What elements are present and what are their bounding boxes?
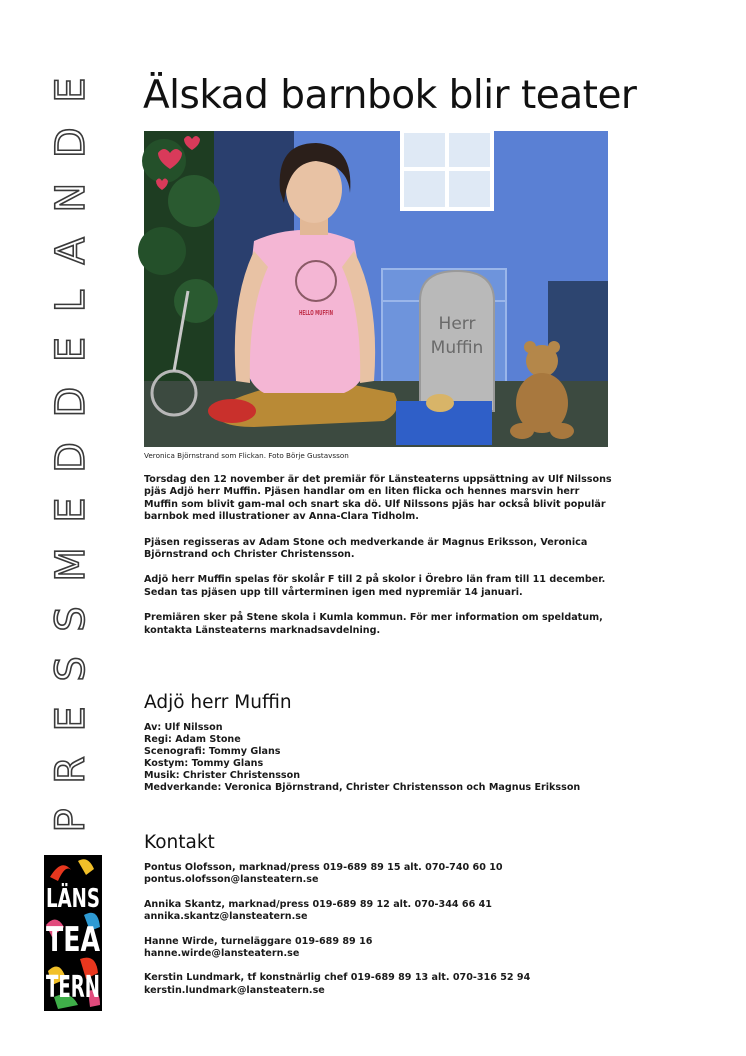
contact-line: Pontus Olofsson, marknad/press 019-689 89 15 alt. 070-740 60 10 [144, 862, 503, 873]
credits-list [144, 722, 580, 795]
logo-line-2: TEA [46, 920, 101, 960]
credit-line: Regi: Adam Stone [144, 734, 241, 746]
photo-caption: Veronica Björnstrand som Flickan. Foto Börje Gustavsson [144, 451, 349, 460]
contact-line: Hanne Wirde, turneläggare 019-689 89 16 [144, 935, 373, 947]
contact-entry [144, 899, 530, 924]
credit-line: Musik: Christer Christensson [144, 770, 301, 782]
contact-email[interactable]: pontus.olofsson@lansteatern.se [144, 874, 319, 886]
contact-line: Annika Skantz, marknad/press 019-689 89 12 alt. 070-344 66 41 [144, 898, 492, 910]
contact-line: Kerstin Lundmark, tf konstnärlig chef 019-689 89 13 alt. 070-316 52 94 [144, 972, 531, 984]
logo-line-3: TERN [46, 970, 100, 1005]
article-title: Älskad barnbok blir teater [143, 73, 637, 118]
pressmeddelande-vertical-text [50, 75, 92, 835]
stage-photo [144, 131, 608, 447]
paragraph: Adjö herr Muffin spelas för skolår F till 2 på skolor i Örebro län fram till 11 december. Sedan tas pjäsen upp till vårterminen igen med nypremiär 14 januari. [144, 574, 606, 598]
lansteatern-logo [44, 855, 124, 1011]
paragraph: Premiären sker på Stene skola i Kumla kommun. För mer information om speldatum, kontakta Länsteaterns marknadsavdelning. [144, 612, 603, 636]
contact-entry [144, 972, 530, 997]
contact-email[interactable]: hanne.wirde@lansteatern.se [144, 948, 300, 960]
credit-line: Medverkande: Veronica Björnstrand, Christer Christensson och Magnus Eriksson [144, 782, 581, 794]
contact-email[interactable]: kerstin.lundmark@lansteatern.se [144, 984, 325, 996]
logo-graphic [44, 855, 124, 1011]
logo-line-1: LÄNS [46, 884, 124, 914]
contact-email[interactable]: annika.skantz@lansteatern.se [144, 911, 308, 923]
credit-line: Av: Ulf Nilsson [144, 722, 223, 733]
tee-print: HELLO MUFFIN [299, 309, 334, 317]
sidebar-label: PRESSMEDDELANDE [48, 77, 94, 833]
credit-line: Kostym: Tommy Glans [144, 758, 264, 770]
article-body [144, 474, 614, 650]
credit-line: Scenografi: Tommy Glans [144, 746, 281, 758]
gravestone-line-2: Muffin [430, 338, 484, 358]
contact-list [144, 862, 530, 1009]
contact-title: Kontakt [144, 832, 215, 853]
gravestone-line-1: Herr [438, 314, 476, 334]
paragraph: Pjäsen regisseras av Adam Stone och medverkande är Magnus Eriksson, Veronica Björnstrand och Christer Christensson. [144, 536, 588, 561]
sidebar-pressmeddelande [50, 75, 92, 835]
contact-entry [144, 936, 530, 961]
article-photo [144, 131, 608, 447]
contact-entry [144, 862, 530, 887]
production-title: Adjö herr Muffin [144, 692, 292, 713]
paragraph: Torsdag den 12 november är det premiär för Länsteaterns uppsättning av Ulf Nilssons pjäs Adjö herr Muffin. Pjäsen handlar om en liten flicka och hennes marsvin herr Muffin som blivit gam-mal och snart ska dö. Ulf Nilssons pjäs har också blivit populär barnbok med illustrationer av Anna-Clara Tidholm. [144, 474, 612, 523]
